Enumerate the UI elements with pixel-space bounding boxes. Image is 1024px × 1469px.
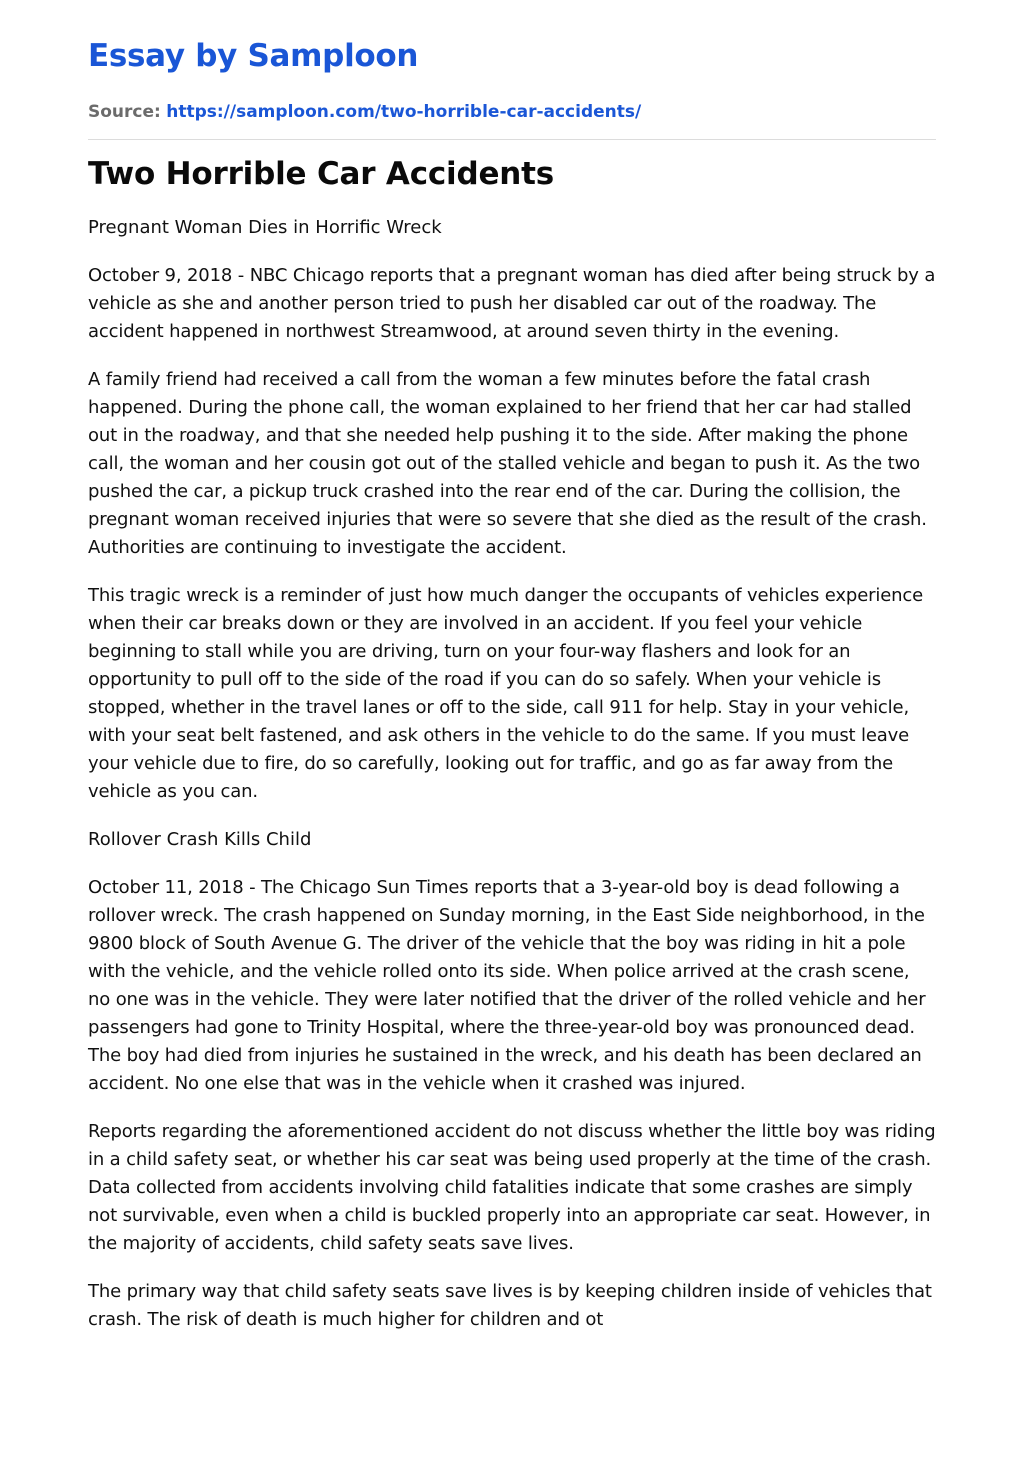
source-label: Source:	[88, 102, 161, 122]
paragraph-4: October 11, 2018 - The Chicago Sun Times reports that a 3-year-old boy is dead following a rollover wreck. The crash happened on Sunday morning, in the East Side neighborhood, in the 9800 block of South Avenue G. The driver of the vehicle that the boy was riding in hit a pole with the vehicle, and the vehicle rolled onto its side. When police arrived at the crash scene, no one was in the vehicle. They were later notified that the driver of the rolled vehicle and her passengers had gone to Trinity Hospital, where the three-year-old boy was pronounced dead. The boy had died from injuries he sustained in the wreck, and his death has been declared an accident. No one else that was in the vehicle when it crashed was injured.	[88, 877, 926, 1094]
paragraph-5: Reports regarding the aforementioned accident do not discuss whether the little boy was riding in a child safety seat, or whether his car seat was being used properly at the time of the crash. Data collected from accidents involving child fatalities indicate that some crashes are simply not survivable, even when a child is buckled properly into an appropriate car seat. However, in the majority of accidents, child safety seats save lives.	[88, 1121, 936, 1254]
section-heading-pregnant-woman: Pregnant Woman Dies in Horrific Wreck	[88, 217, 442, 238]
paragraph-3: This tragic wreck is a reminder of just how much danger the occupants of vehicles experience when their car breaks down or they are involved in an accident. If you feel your vehicle beginning to stall while you are driving, turn on your four-way flashers and look for an opportunity to pull off to the side of the road if you can do so safely. When your vehicle is stopped, whether in the travel lanes or off to the side, call 911 for help. Stay in your vehicle, with your seat belt fastened, and ask others in the vehicle to do the same. If you must leave your vehicle due to fire, do so carefully, looking out for traffic, and go as far away from the vehicle as you can.	[88, 585, 924, 802]
source-line	[88, 100, 936, 124]
paragraph-2: A family friend had received a call from the woman a few minutes before the fatal crash happened. During the phone call, the woman explained to her friend that her car had stalled out in the roadway, and that she needed help pushing it to the side. After making the phone call, the woman and her cousin got out of the stalled vehicle and began to push it. As the two pushed the car, a pickup truck crashed into the rear end of the car. During the collision, the pregnant woman received injuries that were so severe that she died as the result of the crash. Authorities are continuing to investigate the accident.	[88, 369, 927, 558]
paragraph-6: The primary way that child safety seats save lives is by keeping children inside of vehicles that crash. The risk of death is much higher for children and ot	[88, 1281, 932, 1330]
essay-page	[88, 0, 936, 1334]
paragraph-1: October 9, 2018 - NBC Chicago reports that a pregnant woman has died after being struck by a vehicle as she and another person tried to push her disabled car out of the roadway. The accident happened in northwest Streamwood, at around seven thirty in the evening.	[88, 265, 936, 342]
section-heading-rollover-crash: Rollover Crash Kills Child	[88, 829, 312, 850]
source-link[interactable]: https://samploon.com/two-horrible-car-accidents/	[166, 102, 642, 122]
header-divider	[88, 139, 936, 140]
site-brand[interactable]: Essay by Samploon	[88, 38, 419, 74]
article-title: Two Horrible Car Accidents	[88, 156, 555, 192]
